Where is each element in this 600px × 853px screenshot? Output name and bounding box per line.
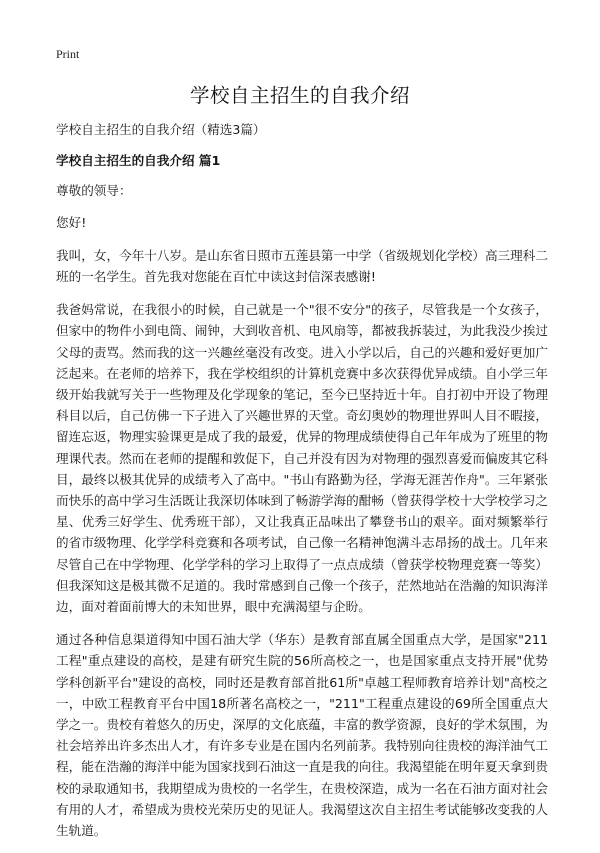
salutation: 尊敬的领导：: [56, 183, 132, 199]
document-body: [56, 119, 548, 853]
paragraph-university: 通过各种信息渠道得知中国石油大学（华东）是教育部直属全国重点大学，是国家"211工程"重点建设的高校，是建有研究生院的56所高校之一，也是国家重点支持开展"优势学科创新平台"建设的高校，同时还是教育部首批61所"卓越工程师教育培养计划"高校之一，中欧工程教育平台中国18所著名高校之一，"211"工程重点建设的69所全国重点大学之一。贵校有着悠久的历史，深厚的文化底蕴，丰富的教学资源，良好的学术氛围，为社会培养出许多杰出人才，有许多专业是在国内名列前茅。我特别向往贵校的海洋油气工程，能在浩瀚的海洋中能为国家找到石油这一直是我的向往。我渴望能在明年夏天拿到贵校的录取通知书，我期望成为贵校的一名学生，在贵校深造，成为一名在石油方面对社会有用的人才，希望成为贵校光荣历史的见证人。我渴望这次自主招生考试能够改变我的人生轨道。: [56, 632, 548, 839]
document-subtitle: 学校自主招生的自我介绍（精选3篇）: [56, 122, 266, 137]
greeting: 您好!: [56, 214, 87, 230]
paragraph-background: 我爸妈常说，在我很小的时候，自己就是一个"很不安分"的孩子，尽管我是一个女孩子，但家中的物件小到电筒、闹钟，大到收音机、电风扇等，都被我拆装过，为此我没少挨过父母的责骂。然而我的这一兴趣丝毫没有改变。进入小学以后，自己的兴趣和爱好更加广泛起来。在老师的培养下，我在学校组织的计算机竞赛中多次获得优异成绩。自小学三年级开始我就写关于一些物理及化学现象的笔记，至今已坚持近十年。自打初中开设了物理科目以后，自己仿佛一下子进入了兴趣世界的天堂。奇幻奥妙的物理世界叫人目不暇接，留连忘返，物理实验课更是成了我的最爱，优异的物理成绩使得自己年年成为了班里的物理课代表。然而在老师的提醒和敦促下，自己并没有因为对物理的强烈喜爱而偏废其它科目，最终以极其优异的成绩考入了高中。"书山有路勤为径，学海无涯苦作舟"。三年紧张而快乐的高中学习生活既让我深切体味到了畅游学海的酣畅（曾获得学校十大学校学习之星、优秀三好学生、优秀班干部），又让我真正品味出了攀登书山的艰辛。面对频繁举行的省市级物理、化学学科竞赛和各项考试，自己像一名精神饱满斗志昂扬的战士。几年来尽管自己在中学物理、化学学科的学习上取得了一点点成绩（曾获学校物理竞赛一等奖）但我深知这是极其微不足道的。我时常感到自己像一个孩子，茫然地站在浩瀚的知识海洋边，面对着面前博大的未知世界，眼中充满渴望与企盼。: [56, 302, 548, 615]
section-heading: 学校自主招生的自我介绍 篇1: [56, 153, 221, 169]
document-title: 学校自主招生的自我介绍: [189, 84, 410, 107]
paragraph-intro: 我叫，女，今年十八岁。是山东省日照市五莲县第一中学（省级规划化学校）高三理科二班的一名学生。首先我对您能在百忙中读这封信深表感谢!: [56, 247, 548, 285]
print-link[interactable]: Print: [56, 47, 80, 61]
